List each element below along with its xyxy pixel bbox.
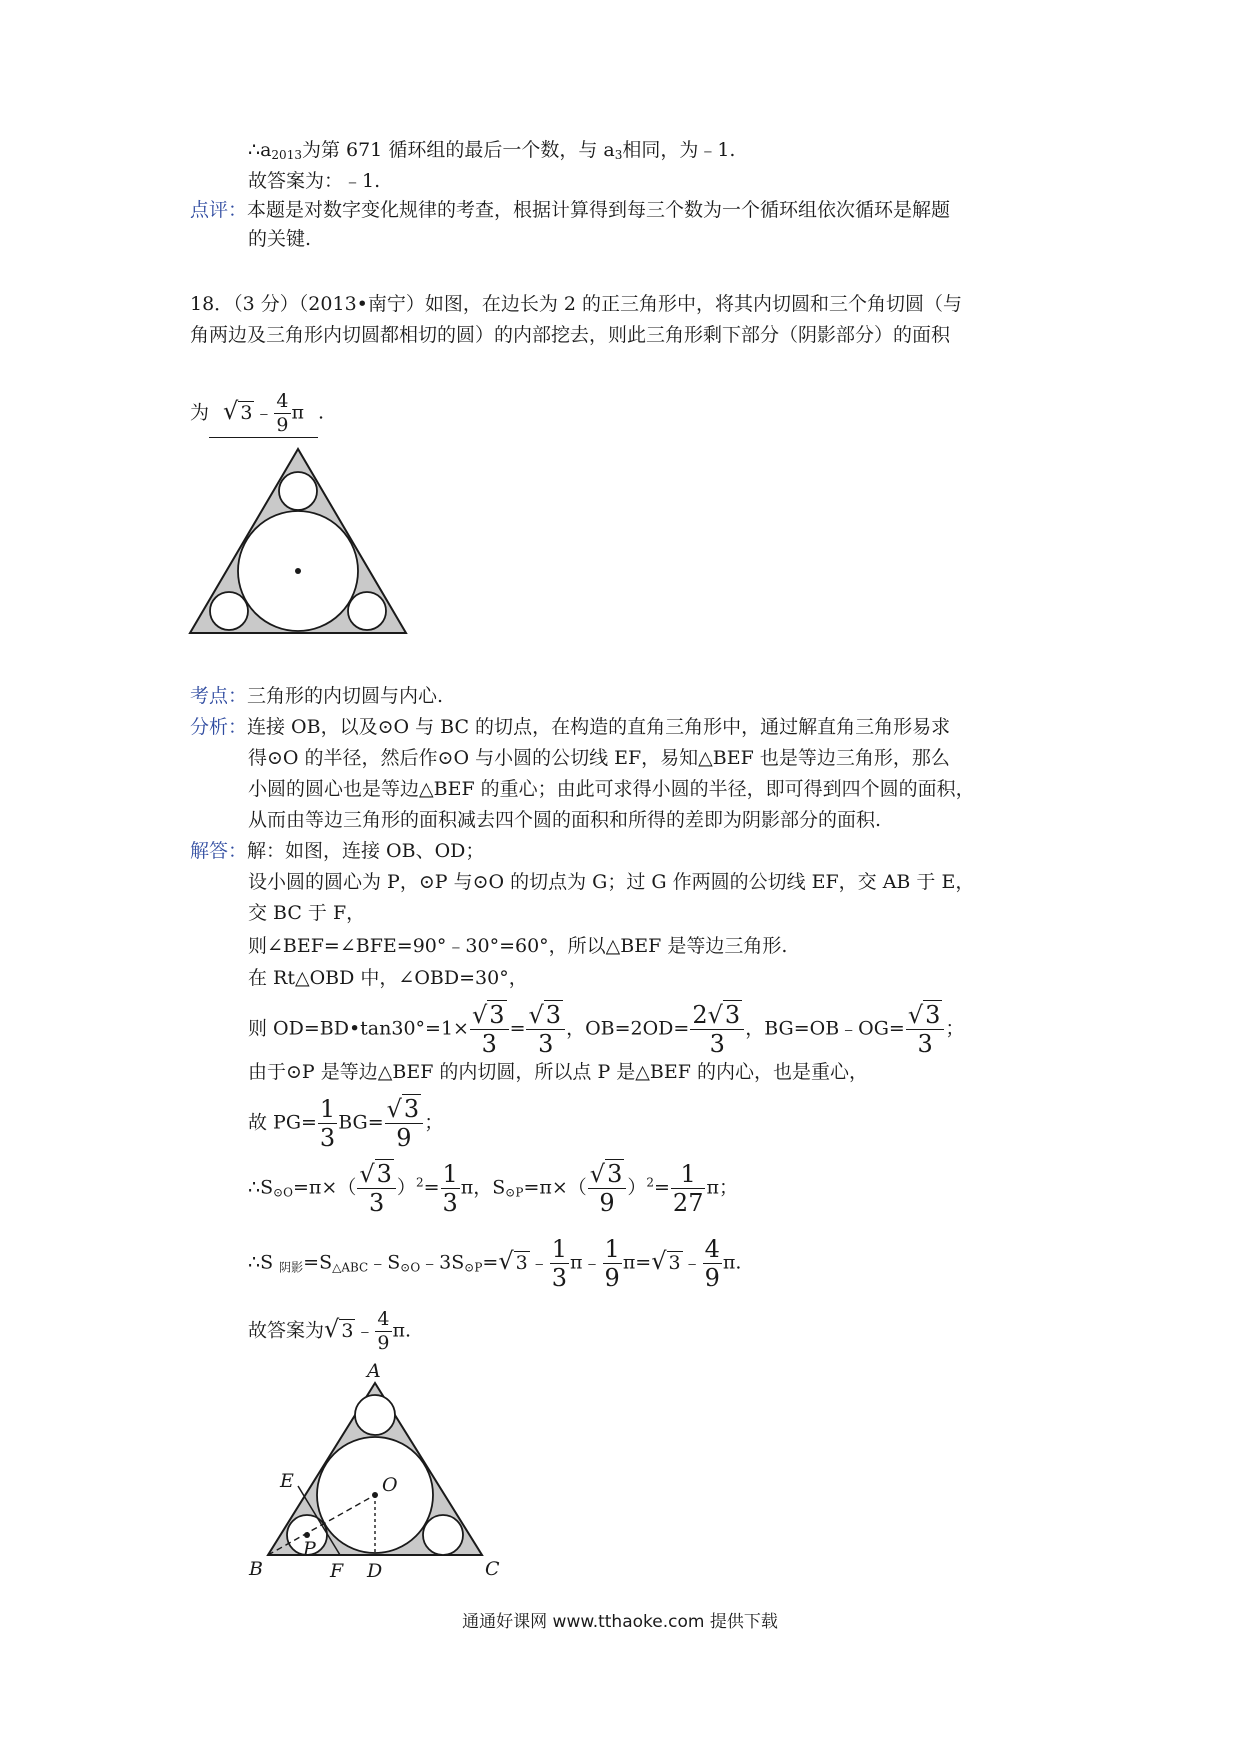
jieda-line-9: $\therefore S_{⊙O}=\pi\times$（ $\frac{√3}{3}$ ）$^2$= $\frac{1}{3}$ π，$S_{⊙P}=\pi\times$（ $\frac{√3}{9}$ ）$^2$= $\frac{1}{27}$ π； [248,1160,738,1217]
corner-circle-right [423,1515,463,1555]
fenxi-line-2: 得⊙O 的半径，然后作⊙O 与小圆的公切线 EF，易知△BEF 也是等边三角形，那么 [248,747,950,769]
jieda-line-3: 交 BC 于 F， [248,902,366,924]
label-o: O [382,1474,398,1496]
review-label: 点评： [190,199,248,221]
jieda-line-7: 由于⊙P 是等边△BEF 的内切圆，所以点 P 是△BEF 的内心，也是重心， [248,1061,868,1083]
kaodian-label: 考点： [190,685,248,707]
corner-circle-right [348,592,386,630]
fenxi-line-4: 从而由等边三角形的面积减去四个圆的面积和所得的差即为阴影部分的面积. [248,809,882,831]
jieda-line-2: 设小圆的圆心为 P，⊙P 与⊙O 的切点为 G；过 G 作两圆的公切线 EF，交 AB 于 E， [248,871,975,893]
label-a: A [367,1360,381,1382]
jieda-line-1: 解答：解：如图，连接 OB、OD； [190,840,485,862]
fenxi-line-3: 小圆的圆心也是等边△BEF 的重心；由此可求得小圆的半径，即可得到四个圆的面积， [248,778,975,800]
label-e: E [280,1470,294,1492]
kaodian-line: 考点：三角形的内切圆与内心. [190,685,444,707]
q18-stem-line-1: 18．（3 分）（2013•南宁）如图，在边长为 2 的正三角形中，将其内切圆和三个角切圆（与 [190,293,963,315]
jieda-line-4: 则∠BEF=∠BFE=90°﹣30°=60°，所以△BEF 是等边三角形. [248,935,788,957]
review-line-2: 的关键. [248,228,312,250]
center-dot [295,568,301,574]
prev-answer: 故答案为：﹣1. [248,170,381,192]
jieda-line-10: ∴S $_{阴影}=S_{\triangle ABC}﹣S_{⊙O}﹣3S_{⊙P}=√$ 3 ﹣ $\frac{1}{3}$ π﹣ $\frac{1}{9}$ π=√ 3 ﹣ $\frac{4}{9}$ π. [248,1235,742,1292]
jieda-label: 解答： [190,840,248,862]
corner-circle-left [210,592,248,630]
jieda-line-11: 故答案为√ 3 ﹣ $\frac{4}{9}$ π. [248,1308,412,1354]
label-c: C [485,1558,500,1580]
q18-stem-line-2: 角两边及三角形内切圆都相切的圆）的内部挖去，则此三角形剩下部分（阴影部分）的面积 [190,324,951,346]
q18-stem-line-3: 为 √ 3 ﹣ $\frac{4}{9}$ π . [190,390,325,436]
figure-solution-diagram [245,1355,520,1580]
label-b: B [249,1558,263,1580]
corner-circle-top [279,472,317,510]
page-footer: 通通好课网 www.tthaoke.com 提供下载 [462,1612,778,1632]
jieda-line-5: 在 Rt△OBD 中，∠OBD=30°， [248,967,528,989]
review-line-1: 点评：本题是对数字变化规律的考查，根据计算得到每三个数为一个循环组依次循环是解题 [190,199,951,221]
label-p: P [303,1538,316,1560]
label-f: F [330,1560,344,1580]
jieda-line-8: 故 PG= $\frac{1}{3}$ BG= $\frac{√3}{9}$ ； [248,1095,444,1152]
figure-triangle-circles [185,445,415,640]
corner-circle-top [355,1395,395,1435]
prev-conclusion: $\therefore a_{2013}$为第 671 循环组的最后一个数，与 $a_3$相同，为﹣1. [248,139,736,162]
jieda-line-6: 则 OD=BD•tan30°=1× $\frac{√3}{3}$ = $\frac{√3}{3}$ ，OB=2OD= $\frac{2√3}{3}$ ，BG=OB﹣OG= $\frac{√3}{3}$ ； [248,1001,965,1058]
point-o [372,1492,378,1498]
fenxi-line-1: 分析：连接 OB，以及⊙O 与 BC 的切点，在构造的直角三角形中，通过解直角三角形易求 [190,716,951,738]
fenxi-label: 分析： [190,716,248,738]
answer-blank: √ 3 ﹣ $\frac{4}{9}$ π [209,392,318,438]
label-d: D [367,1560,383,1580]
